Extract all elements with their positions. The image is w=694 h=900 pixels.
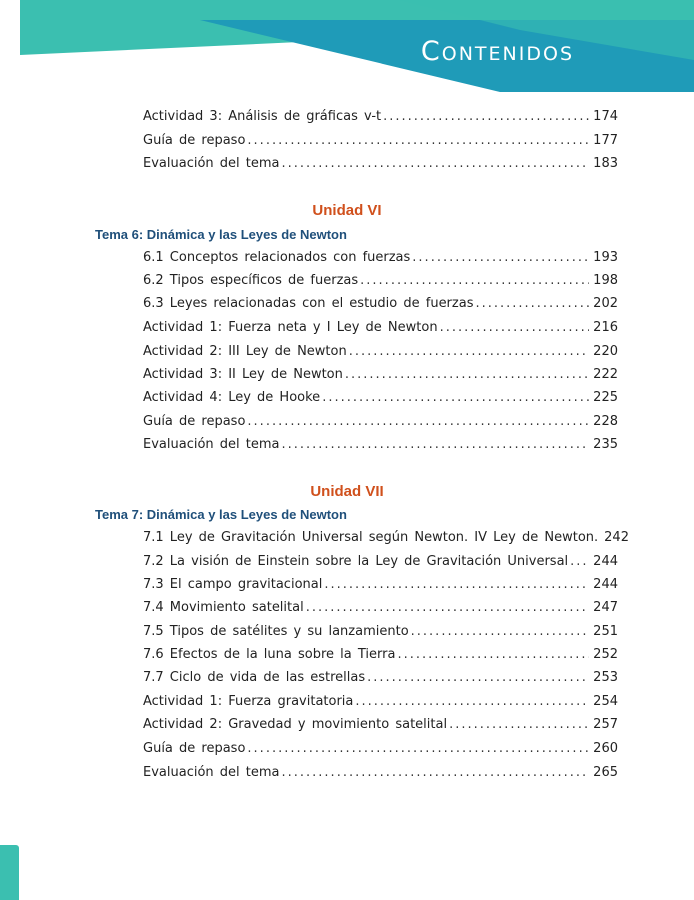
toc-entry[interactable] <box>143 248 618 268</box>
unit-vi-title: Unidad VI <box>312 202 382 219</box>
entry-page: 257 <box>593 717 618 732</box>
tema-6-heading: Tema 6: Dinámica y las Leyes de Newton <box>95 227 347 242</box>
entry-text: Guía de repaso <box>143 133 246 148</box>
unit-vii-title: Unidad VII <box>310 483 384 500</box>
toc-entry[interactable] <box>143 668 618 688</box>
entry-text: 6.1 Conceptos relacionados con fuerzas <box>143 250 411 265</box>
entry-page: 220 <box>593 344 618 359</box>
entry-page: 193 <box>593 250 618 265</box>
entry-page: 253 <box>593 670 618 685</box>
toc-entry[interactable] <box>143 763 618 783</box>
entry-text: 7.6 Efectos de la luna sobre la Tierra <box>143 647 396 662</box>
entry-text: 7.2 La visión de Einstein sobre la Ley de Gravitación Universal <box>143 554 569 569</box>
entry-page: 216 <box>593 320 618 335</box>
entry-page: 183 <box>593 156 618 171</box>
page-title: Contenidos <box>420 36 574 67</box>
entry-text: 7.4 Movimiento satelital <box>143 600 304 615</box>
toc-entry[interactable] <box>143 294 618 314</box>
dot-leader <box>324 575 589 595</box>
dot-leader <box>322 388 589 408</box>
dot-leader <box>570 552 589 572</box>
dot-leader <box>282 763 590 783</box>
dot-leader <box>449 715 589 735</box>
entry-page: 252 <box>593 647 618 662</box>
dot-leader <box>397 645 589 665</box>
entry-page: 247 <box>593 600 618 615</box>
entry-text: 7.1 Ley de Gravitación Universal según Newton. IV Ley de Newton. <box>143 530 599 545</box>
dot-leader <box>383 107 589 127</box>
entry-page: 222 <box>593 367 618 382</box>
toc-entry[interactable] <box>143 154 618 174</box>
entry-text: Actividad 1: Fuerza neta y I Ley de Newton <box>143 320 438 335</box>
toc-entry[interactable] <box>143 435 618 455</box>
entry-text: Guía de repaso <box>143 414 246 429</box>
header-banner <box>0 0 694 100</box>
toc-entry[interactable] <box>143 107 618 127</box>
entry-text: 7.5 Tipos de satélites y su lanzamiento <box>143 624 409 639</box>
entry-text: Evaluación del tema <box>143 156 280 171</box>
toc-entry[interactable] <box>143 388 618 408</box>
toc-entry[interactable] <box>143 342 618 362</box>
toc-entry[interactable] <box>143 645 618 665</box>
toc-entry[interactable] <box>143 365 618 385</box>
entry-text: Evaluación del tema <box>143 437 280 452</box>
dot-leader <box>411 622 590 642</box>
entry-page: 235 <box>593 437 618 452</box>
entry-text: 7.3 El campo gravitacional <box>143 577 323 592</box>
toc-entry[interactable] <box>143 622 618 642</box>
toc-entry[interactable] <box>143 271 618 291</box>
toc-entry[interactable] <box>143 715 618 735</box>
toc-entry[interactable] <box>143 528 629 548</box>
dot-leader <box>345 365 589 385</box>
entry-text: Actividad 3: II Ley de Newton <box>143 367 343 382</box>
entry-text: Actividad 4: Ley de Hooke <box>143 390 321 405</box>
entry-text: Actividad 2: III Ley de Newton <box>143 344 347 359</box>
toc-entry[interactable] <box>143 131 618 151</box>
dot-leader <box>247 412 589 432</box>
entry-text: Evaluación del tema <box>143 765 280 780</box>
toc-entry[interactable] <box>143 692 618 712</box>
entry-page: 242 <box>604 530 629 545</box>
toc-entry[interactable] <box>143 598 618 618</box>
entry-text: 7.7 Ciclo de vida de las estrellas <box>143 670 366 685</box>
entry-text: Actividad 2: Gravedad y movimiento satelital <box>143 717 448 732</box>
entry-page: 228 <box>593 414 618 429</box>
entry-page: 202 <box>593 296 618 311</box>
dot-leader <box>475 294 589 314</box>
entry-text: 6.3 Leyes relacionadas con el estudio de fuerzas <box>143 296 474 311</box>
dot-leader <box>360 271 589 291</box>
toc-entry[interactable] <box>143 412 618 432</box>
toc-entry[interactable] <box>143 552 618 572</box>
toc-entry[interactable] <box>143 575 618 595</box>
dot-leader <box>440 318 590 338</box>
dot-leader <box>367 668 589 688</box>
toc-entry[interactable] <box>143 318 618 338</box>
entry-text: Actividad 1: Fuerza gravitatoria <box>143 694 354 709</box>
toc-entry[interactable] <box>143 739 618 759</box>
tema-7-heading: Tema 7: Dinámica y las Leyes de Newton <box>95 507 347 522</box>
entry-page: 174 <box>593 109 618 124</box>
entry-page: 254 <box>593 694 618 709</box>
entry-text: Actividad 3: Análisis de gráficas v-t <box>143 109 382 124</box>
dot-leader <box>355 692 589 712</box>
dot-leader <box>349 342 589 362</box>
entry-page: 244 <box>593 577 618 592</box>
entry-page: 265 <box>593 765 618 780</box>
entry-page: 251 <box>593 624 618 639</box>
dot-leader <box>247 739 589 759</box>
entry-page: 244 <box>593 554 618 569</box>
entry-page: 260 <box>593 741 618 756</box>
dot-leader <box>306 598 589 618</box>
entry-text: Guía de repaso <box>143 741 246 756</box>
dot-leader <box>282 435 590 455</box>
entry-text: 6.2 Tipos específicos de fuerzas <box>143 273 359 288</box>
entry-page: 177 <box>593 133 618 148</box>
entry-page: 198 <box>593 273 618 288</box>
entry-page: 225 <box>593 390 618 405</box>
dot-leader <box>247 131 589 151</box>
page-edge-tab <box>0 845 19 900</box>
dot-leader <box>282 154 590 174</box>
dot-leader <box>412 248 589 268</box>
